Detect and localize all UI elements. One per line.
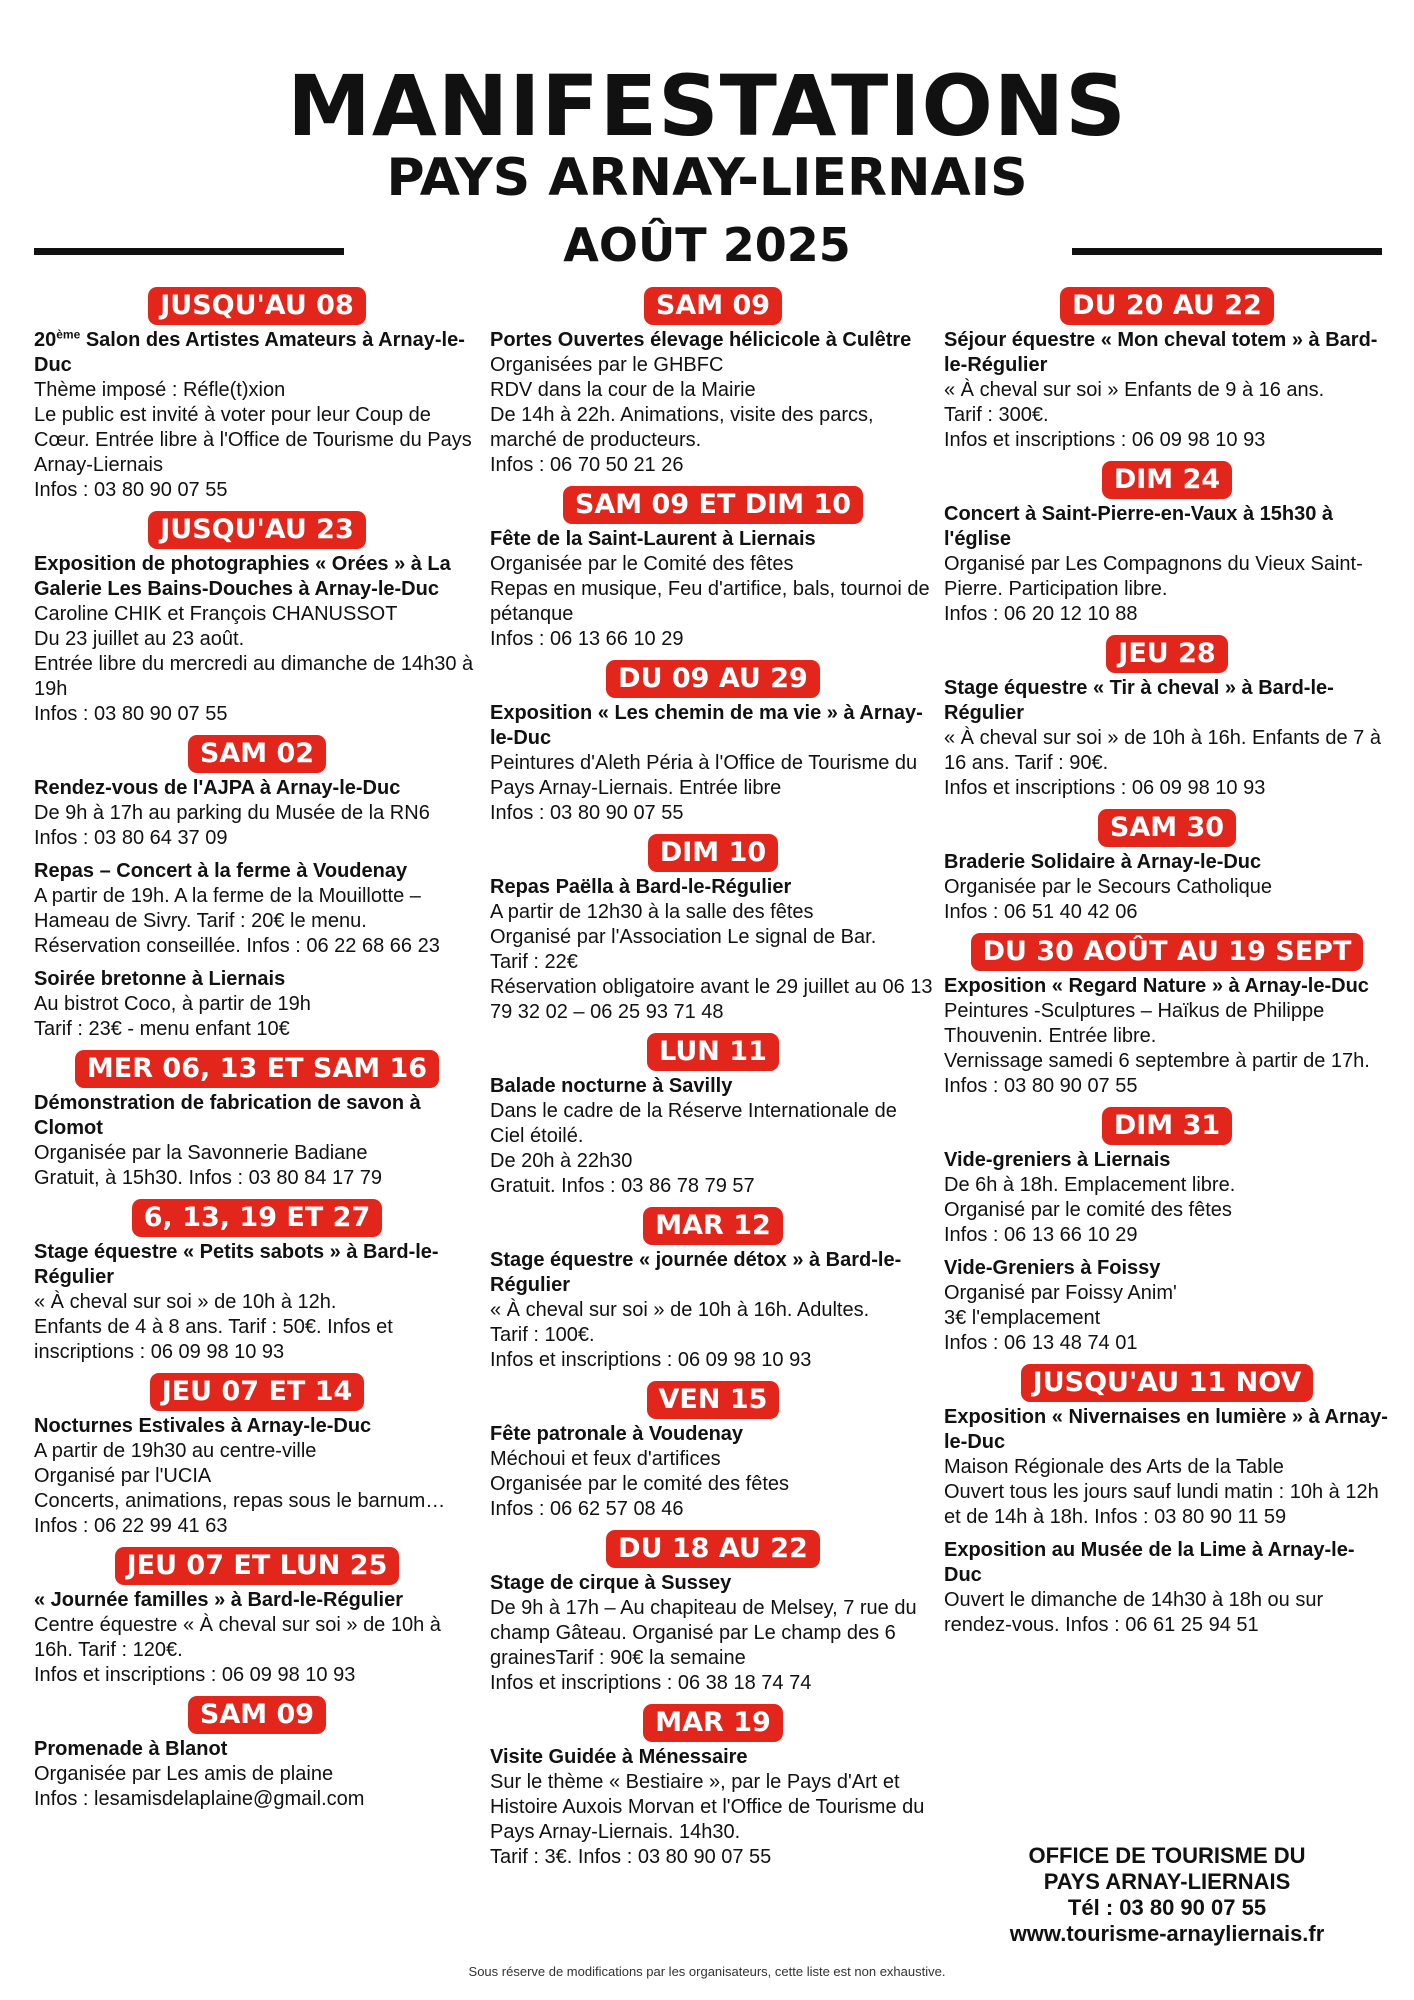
- event-title-text: Stage équestre « Petits sabots » à Bard-le-Régulier: [34, 1241, 439, 1288]
- event-entry: [490, 1422, 936, 1522]
- event-entry: [490, 1571, 936, 1696]
- event-title: [490, 1571, 936, 1596]
- event-detail-line: Organisée par Les amis de plaine: [34, 1763, 334, 1785]
- event-detail-line: Gratuit, à 15h30. Infos : 03 80 84 17 79: [34, 1167, 383, 1189]
- date-badge: JEU 28: [1106, 635, 1227, 673]
- event-entry: [34, 1588, 480, 1688]
- event-detail-line: Organisée par le Secours Catholique: [944, 876, 1272, 898]
- date-badge: DU 09 AU 29: [606, 660, 820, 698]
- date-badge-row: [34, 287, 480, 325]
- date-badge: LUN 11: [647, 1033, 779, 1071]
- event-title-text: Vide-Greniers à Foissy: [944, 1257, 1161, 1279]
- event-detail-line: RDV dans la cour de la Mairie: [490, 379, 756, 401]
- event-detail-line: Infos et inscriptions : 06 09 98 10 93: [944, 777, 1266, 799]
- event-detail-line: Infos : 06 70 50 21 26: [490, 454, 684, 476]
- event-detail-line: « À cheval sur soi » de 10h à 16h. Adultes.: [490, 1299, 870, 1321]
- page-header: [0, 0, 1414, 280]
- date-badge-row: [34, 1373, 480, 1411]
- event-title: [944, 502, 1390, 552]
- event-detail-line: De 14h à 22h. Animations, visite des parcs, marché de producteurs.: [490, 404, 874, 451]
- date-badge-row: [944, 1107, 1390, 1145]
- event-title-text: Fête de la Saint-Laurent à Liernais: [490, 528, 816, 550]
- event-title-text: Exposition au Musée de la Lime à Arnay-le-Duc: [944, 1539, 1355, 1586]
- date-badge-row: [944, 461, 1390, 499]
- event-entry: [34, 1240, 480, 1365]
- date-badge: JUSQU'AU 23: [148, 511, 366, 549]
- event-entry: [944, 502, 1390, 627]
- event-title-text: Stage équestre « journée détox » à Bard-le-Régulier: [490, 1249, 902, 1296]
- event-title-text: Braderie Solidaire à Arnay-le-Duc: [944, 851, 1262, 873]
- event-entry: [944, 1148, 1390, 1248]
- event-title: [34, 1737, 480, 1762]
- event-title-text: Exposition « Les chemin de ma vie » à Arnay-le-Duc: [490, 702, 923, 749]
- event-detail-line: Vernissage samedi 6 septembre à partir de 17h. Infos : 03 80 90 07 55: [944, 1050, 1370, 1097]
- date-badge-row: [34, 1199, 480, 1237]
- event-title: [944, 1148, 1390, 1173]
- event-title: [34, 859, 480, 884]
- event-detail-line: Tarif : 300€.: [944, 404, 1049, 426]
- event-detail-line: « À cheval sur soi » de 10h à 12h.: [34, 1291, 337, 1313]
- event-title: [34, 776, 480, 801]
- event-detail-line: De 9h à 17h – Au chapiteau de Melsey, 7 rue du champ Gâteau. Organisé par Le champ des 6 grainesTarif : 90€ la semaine: [490, 1597, 917, 1669]
- date-badge: DIM 31: [1102, 1107, 1232, 1145]
- event-detail-line: Infos : 03 80 64 37 09: [34, 827, 228, 849]
- event-detail-line: Ouvert tous les jours sauf lundi matin : 10h à 12h et de 14h à 18h. Infos : 03 80 90 11 59: [944, 1481, 1379, 1528]
- page-month: AOÛT 2025: [563, 218, 851, 272]
- event-entry: [944, 1256, 1390, 1356]
- event-title-text: Exposition de photographies « Orées » à La Galerie Les Bains-Douches à Arnay-le-Duc: [34, 553, 451, 600]
- column-3: [944, 283, 1390, 1646]
- column-1: [34, 283, 480, 1820]
- event-title: [490, 328, 936, 353]
- event-entry: [944, 1538, 1390, 1638]
- event-title: [34, 328, 480, 378]
- event-detail-line: A partir de 19h. A la ferme de la Mouillotte – Hameau de Sivry. Tarif : 20€ le menu.: [34, 885, 421, 932]
- event-title-text: Stage équestre « Tir à cheval » à Bard-le-Régulier: [944, 677, 1334, 724]
- event-detail-line: Infos : 06 20 12 10 88: [944, 603, 1138, 625]
- event-title: [944, 1256, 1390, 1281]
- event-detail-line: Maison Régionale des Arts de la Table: [944, 1456, 1284, 1478]
- event-detail-line: De 6h à 18h. Emplacement libre.: [944, 1174, 1236, 1196]
- event-title-text: Repas – Concert à la ferme à Voudenay: [34, 860, 408, 882]
- date-badge: MAR 19: [643, 1704, 783, 1742]
- event-detail-line: A partir de 12h30 à la salle des fêtes: [490, 901, 814, 923]
- event-detail-line: Méchoui et feux d'artifices: [490, 1448, 721, 1470]
- date-badge-row: [490, 834, 936, 872]
- office-name-line2: PAYS ARNAY-LIERNAIS: [1043, 1869, 1291, 1894]
- event-title: [490, 1745, 936, 1770]
- page-subtitle: PAYS ARNAY-LIERNAIS: [386, 148, 1028, 208]
- event-detail-line: Ouvert le dimanche de 14h30 à 18h ou sur rendez-vous. Infos : 06 61 25 94 51: [944, 1589, 1324, 1636]
- event-title-superscript: ème: [56, 327, 81, 342]
- event-title: [944, 974, 1390, 999]
- event-detail-line: Infos : 06 13 66 10 29: [490, 628, 684, 650]
- event-title-text: Séjour équestre « Mon cheval totem » à Bard-le-Régulier: [944, 329, 1378, 376]
- event-entry: [490, 1074, 936, 1199]
- column-2: [490, 283, 936, 1878]
- date-badge-row: [490, 1381, 936, 1419]
- date-badge: MAR 12: [643, 1207, 783, 1245]
- event-title-text: Concert à Saint-Pierre-en-Vaux à 15h30 à l'église: [944, 503, 1334, 550]
- event-entry: [34, 328, 480, 503]
- date-badge-row: [490, 1207, 936, 1245]
- date-badge-row: [490, 1530, 936, 1568]
- event-title: [944, 1538, 1390, 1588]
- event-detail-line: Organisée par le Comité des fêtes: [490, 553, 794, 575]
- event-entry: [944, 328, 1390, 453]
- event-title-text: Balade nocturne à Savilly: [490, 1075, 733, 1097]
- event-detail-line: « À cheval sur soi » de 10h à 16h. Enfants de 7 à 16 ans. Tarif : 90€.: [944, 727, 1381, 774]
- date-badge-row: [34, 511, 480, 549]
- event-detail-line: Tarif : 3€. Infos : 03 80 90 07 55: [490, 1846, 772, 1868]
- event-detail-line: Infos : 03 80 90 07 55: [490, 802, 684, 824]
- event-detail-line: Organisé par le comité des fêtes: [944, 1199, 1232, 1221]
- date-badge-row: [944, 635, 1390, 673]
- event-detail-line: Gratuit. Infos : 03 86 78 79 57: [490, 1175, 755, 1197]
- event-title-text: Nocturnes Estivales à Arnay-le-Duc: [34, 1415, 372, 1437]
- event-title-text: Exposition « Nivernaises en lumière » à Arnay-le-Duc: [944, 1406, 1388, 1453]
- office-website-link[interactable]: www.tourisme-arnayliernais.fr: [1009, 1921, 1325, 1946]
- date-badge: SAM 30: [1098, 809, 1236, 847]
- date-badge: DU 20 AU 22: [1060, 287, 1274, 325]
- event-detail-line: Thème imposé : Réfle(t)xion: [34, 379, 286, 401]
- event-detail-line: « À cheval sur soi » Enfants de 9 à 16 ans.: [944, 379, 1325, 401]
- event-detail-line: Enfants de 4 à 8 ans. Tarif : 50€. Infos et inscriptions : 06 09 98 10 93: [34, 1316, 393, 1363]
- event-title: [490, 1422, 936, 1447]
- event-entry: [34, 1091, 480, 1191]
- event-detail-line: Infos et inscriptions : 06 09 98 10 93: [490, 1349, 812, 1371]
- event-detail-line: Tarif : 100€.: [490, 1324, 595, 1346]
- event-title-text: Promenade à Blanot: [34, 1738, 228, 1760]
- event-title: [490, 875, 936, 900]
- date-badge: MER 06, 13 ET SAM 16: [75, 1050, 439, 1088]
- date-badge: DIM 10: [648, 834, 778, 872]
- date-badge: SAM 09: [188, 1696, 326, 1734]
- event-detail-line: Concerts, animations, repas sous le barnum… Infos : 06 22 99 41 63: [34, 1490, 446, 1537]
- event-entry: [944, 676, 1390, 801]
- event-entry: [490, 527, 936, 652]
- event-detail-line: A partir de 19h30 au centre-ville: [34, 1440, 317, 1462]
- event-title: [34, 1414, 480, 1439]
- date-badge: SAM 02: [188, 735, 326, 773]
- date-badge: 6, 13, 19 ET 27: [132, 1199, 382, 1237]
- event-entry: [34, 776, 480, 851]
- event-entry: [34, 1414, 480, 1539]
- header-rule-right: [1072, 248, 1382, 255]
- event-title-text: Soirée bretonne à Liernais: [34, 968, 286, 990]
- event-title: [34, 967, 480, 992]
- event-detail-line: Tarif : 22€: [490, 951, 578, 973]
- date-badge-row: [34, 735, 480, 773]
- event-detail-line: Organisée par la Savonnerie Badiane: [34, 1142, 368, 1164]
- date-badge-row: [944, 287, 1390, 325]
- event-title: [490, 701, 936, 751]
- event-entry: [944, 1405, 1390, 1530]
- event-detail-line: De 9h à 17h au parking du Musée de la RN6: [34, 802, 430, 824]
- tourism-office-block: [944, 1843, 1390, 1947]
- event-detail-line: Peintures d'Aleth Péria à l'Office de Tourisme du Pays Arnay-Liernais. Entrée libre: [490, 752, 918, 799]
- event-detail-line: Organisé par Foissy Anim': [944, 1282, 1177, 1304]
- event-detail-line: Réservation obligatoire avant le 29 juillet au 06 13 79 32 02 – 06 25 93 71 48: [490, 976, 933, 1023]
- event-detail-line: Tarif : 23€ - menu enfant 10€: [34, 1018, 290, 1040]
- event-detail-line: Organisées par le GHBFC: [490, 354, 724, 376]
- date-badge: SAM 09: [644, 287, 782, 325]
- event-detail-line: Dans le cadre de la Réserve Internationale de Ciel étoilé.: [490, 1100, 897, 1147]
- event-entry: [490, 701, 936, 826]
- event-detail-line: Infos : 03 80 90 07 55: [34, 479, 228, 501]
- event-title: [34, 552, 480, 602]
- event-detail-line: 3€ l'emplacement: [944, 1307, 1101, 1329]
- event-detail-line: Organisé par l'UCIA: [34, 1465, 212, 1487]
- event-title: [490, 527, 936, 552]
- date-badge-row: [490, 1704, 936, 1742]
- event-detail-line: Réservation conseillée. Infos : 06 22 68 66 23: [34, 935, 440, 957]
- event-title-text: Fête patronale à Voudenay: [490, 1423, 744, 1445]
- event-title-text: Repas Paëlla à Bard-le-Régulier: [490, 876, 792, 898]
- event-title: [490, 1248, 936, 1298]
- event-title-text: Stage de cirque à Sussey: [490, 1572, 732, 1594]
- date-badge: DIM 24: [1102, 461, 1232, 499]
- event-detail-line: Infos : 06 13 48 74 01: [944, 1332, 1138, 1354]
- event-title: [944, 676, 1390, 726]
- event-detail-line: Infos : 03 80 90 07 55: [34, 703, 228, 725]
- date-badge-row: [34, 1696, 480, 1734]
- event-title: [944, 850, 1390, 875]
- event-detail-line: Organisé par l'Association Le signal de Bar.: [490, 926, 877, 948]
- event-detail-line: Repas en musique, Feu d'artifice, bals, tournoi de pétanque: [490, 578, 930, 625]
- event-title-text: Démonstration de fabrication de savon à Clomot: [34, 1092, 421, 1139]
- event-detail-line: De 20h à 22h30: [490, 1150, 633, 1172]
- event-entry: [944, 974, 1390, 1099]
- event-entry: [490, 1745, 936, 1870]
- event-detail-line: Entrée libre du mercredi au dimanche de 14h30 à 19h: [34, 653, 474, 700]
- date-badge-row: [944, 933, 1390, 971]
- event-title-text: Vide-greniers à Liernais: [944, 1149, 1171, 1171]
- event-title-text: Portes Ouvertes élevage hélicicole à Culêtre: [490, 329, 912, 351]
- date-badge: SAM 09 ET DIM 10: [563, 486, 863, 524]
- event-entry: [944, 850, 1390, 925]
- event-detail-line: Organisé par Les Compagnons du Vieux Saint-Pierre. Participation libre.: [944, 553, 1363, 600]
- date-badge: DU 18 AU 22: [606, 1530, 820, 1568]
- event-detail-line: Caroline CHIK et François CHANUSSOT: [34, 603, 398, 625]
- event-entry: [34, 967, 480, 1042]
- date-badge: JEU 07 ET 14: [150, 1373, 365, 1411]
- event-title: [944, 1405, 1390, 1455]
- event-title-text: Salon des Artistes Amateurs à Arnay-le-Duc: [34, 329, 465, 376]
- date-badge-row: [490, 486, 936, 524]
- event-entry: [34, 552, 480, 727]
- event-entry: [490, 875, 936, 1025]
- office-phone: Tél : 03 80 90 07 55: [1067, 1895, 1267, 1920]
- date-badge-row: [490, 287, 936, 325]
- event-detail-line: Du 23 juillet au 23 août.: [34, 628, 245, 650]
- event-detail-line: Centre équestre « À cheval sur soi » de 10h à 16h. Tarif : 120€.: [34, 1614, 441, 1661]
- event-detail-line: Infos et inscriptions : 06 38 18 74 74: [490, 1672, 812, 1694]
- date-badge: DU 30 AOÛT AU 19 SEPT: [971, 933, 1364, 971]
- event-detail-line: Sur le thème « Bestiaire », par le Pays d'Art et Histoire Auxois Morvan et l'Office de Tourisme du Pays Arnay-Liernais. 14h30.: [490, 1771, 925, 1843]
- event-detail-line[interactable]: Infos : lesamisdelaplaine@gmail.com: [34, 1788, 365, 1810]
- event-title: [944, 328, 1390, 378]
- event-detail-line: Infos : 06 51 40 42 06: [944, 901, 1138, 923]
- event-title-text: Rendez-vous de l'AJPA à Arnay-le-Duc: [34, 777, 401, 799]
- date-badge-row: [490, 1033, 936, 1071]
- event-title: [34, 1588, 480, 1613]
- event-entry: [34, 1737, 480, 1812]
- date-badge-row: [944, 1364, 1390, 1402]
- date-badge-row: [34, 1050, 480, 1088]
- date-badge: JEU 07 ET LUN 25: [115, 1547, 400, 1585]
- event-detail-line: Au bistrot Coco, à partir de 19h: [34, 993, 311, 1015]
- event-detail-line: Infos et inscriptions : 06 09 98 10 93: [34, 1664, 356, 1686]
- disclaimer: Sous réserve de modifications par les organisateurs, cette liste est non exhaustive.: [468, 1964, 946, 1979]
- date-badge: VEN 15: [647, 1381, 780, 1419]
- event-title: [34, 1240, 480, 1290]
- office-name-line1: OFFICE DE TOURISME DU: [1028, 1843, 1306, 1868]
- event-detail-line: Infos : 06 13 66 10 29: [944, 1224, 1138, 1246]
- event-entry: [34, 859, 480, 959]
- event-title: [34, 1091, 480, 1141]
- event-entry: [490, 328, 936, 478]
- date-badge-row: [34, 1547, 480, 1585]
- event-title-text: Exposition « Regard Nature » à Arnay-le-Duc: [944, 975, 1369, 997]
- event-detail-line: Organisée par le comité des fêtes: [490, 1473, 790, 1495]
- event-title-text: Visite Guidée à Ménessaire: [490, 1746, 748, 1768]
- event-entry: [490, 1248, 936, 1373]
- date-badge-row: [490, 660, 936, 698]
- page-title: MANIFESTATIONS: [287, 57, 1127, 155]
- event-detail-line: Peintures -Sculptures – Haïkus de Philippe Thouvenin. Entrée libre.: [944, 1000, 1325, 1047]
- date-badge: JUSQU'AU 11 NOV: [1021, 1364, 1314, 1402]
- event-title-number: 20: [34, 329, 57, 351]
- event-detail-line: Infos et inscriptions : 06 09 98 10 93: [944, 429, 1266, 451]
- date-badge: JUSQU'AU 08: [148, 287, 366, 325]
- event-title: [490, 1074, 936, 1099]
- event-detail-line: Infos : 06 62 57 08 46: [490, 1498, 684, 1520]
- date-badge-row: [944, 809, 1390, 847]
- event-detail-line: Le public est invité à voter pour leur Coup de Cœur. Entrée libre à l'Office de Tourisme du Pays Arnay-Liernais: [34, 404, 472, 476]
- event-title-text: « Journée familles » à Bard-le-Régulier: [34, 1589, 404, 1611]
